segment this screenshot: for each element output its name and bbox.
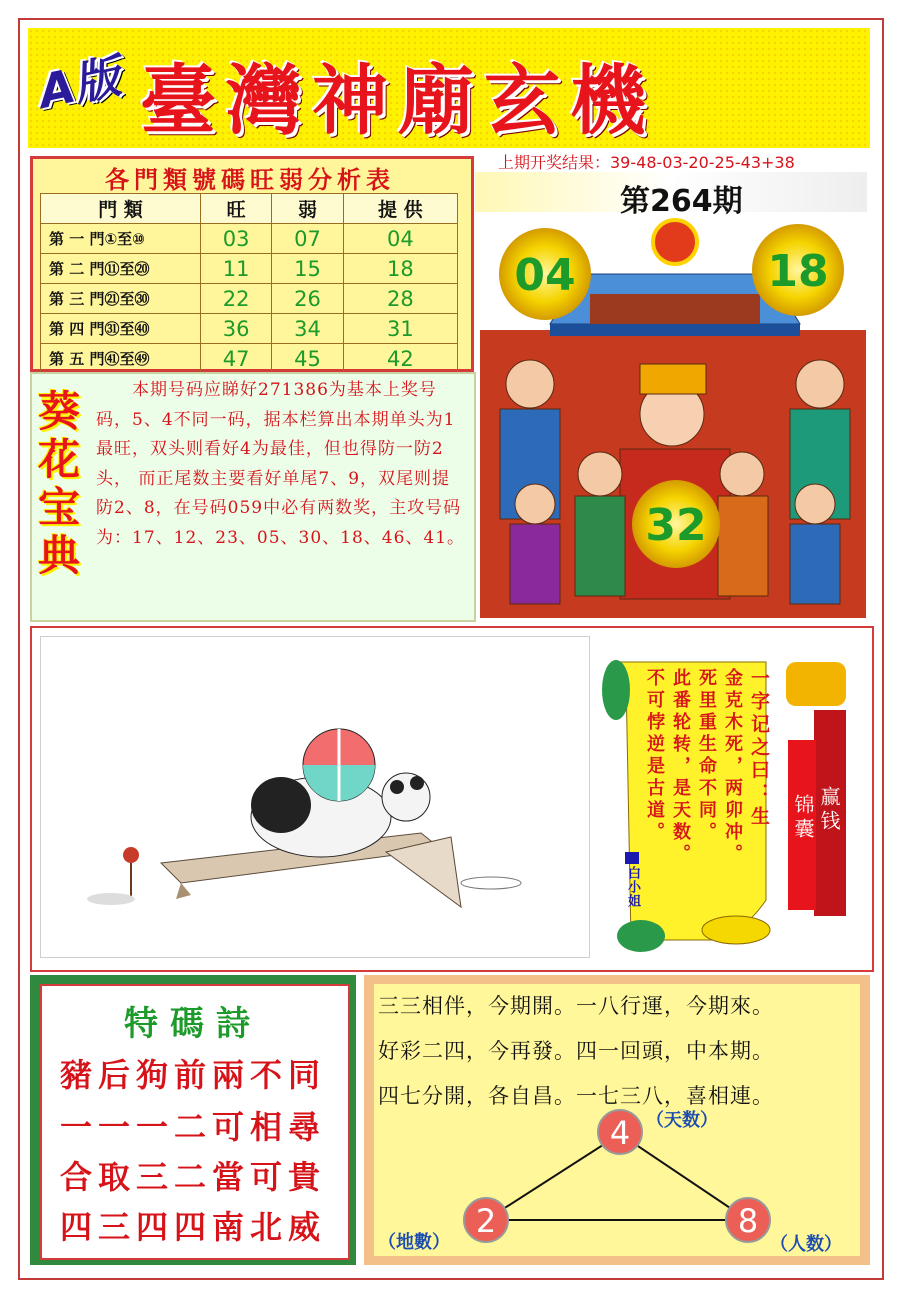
analysis-table — [40, 193, 458, 374]
triangle-left-label: （地數） — [378, 1232, 450, 1253]
last-result: 上期开奖结果：39-48-03-20-25-43+38 — [498, 153, 795, 172]
strong-cell: 22 — [201, 284, 272, 314]
poem-line: 合取三二當可貴 — [59, 1158, 326, 1196]
weak-cell: 34 — [272, 314, 343, 344]
scroll-column: 死里重生命不同。 — [696, 668, 717, 844]
ribbon-label-a: 锦囊 — [791, 794, 815, 842]
issue-number: 第264期 — [620, 184, 743, 219]
hand-icon — [786, 662, 846, 706]
offer-cell: 04 — [343, 224, 457, 254]
scroll-signature: 白小姐 — [625, 866, 640, 908]
weak-cell: 15 — [272, 254, 343, 284]
row-label: 第 四 門㉛至㊵ — [41, 314, 201, 344]
verse-line: 三三相伴，今期開。一八行運，今期來。 — [378, 994, 774, 1018]
offer-cell: 18 — [343, 254, 457, 284]
scroll-column: 此番轮转，是天数。 — [670, 668, 691, 866]
poem-title: 特碼詩 — [124, 1004, 262, 1044]
page-title: 臺灣神廟玄機 — [140, 56, 656, 145]
number-ball-center — [632, 480, 720, 568]
sunflower-text: 本期号码应睇好271386为基本上奖号码，5、4不同一码，据本栏算出本期单头为1最旺，双头则看好4为最佳，但也得防一防2头， 而正尾数主要看好单尾7、9，双尾则提防2、8，在号码059中必有两数奖，主攻号码为：17、12、23、05、30、18、46、41。 — [96, 380, 466, 548]
row-label: 第 三 門㉑至㉚ — [41, 284, 201, 314]
ball-center-number: 32 — [645, 500, 707, 551]
strong-cell: 11 — [201, 254, 272, 284]
strong-cell: 36 — [201, 314, 272, 344]
poem-line: 一一一二可相尋 — [59, 1108, 326, 1146]
panda-illustration — [40, 636, 590, 958]
table-row — [41, 254, 458, 284]
offer-cell: 31 — [343, 314, 457, 344]
triangle-top-number: 4 — [609, 1114, 631, 1152]
weak-cell: 26 — [272, 284, 343, 314]
col-header: 弱 — [272, 194, 343, 224]
poem-line: 豬后狗前兩不同 — [59, 1056, 326, 1094]
edition-badge: A版 — [33, 49, 125, 119]
verse-line: 四七分開，各自昌。一七三八，喜相連。 — [378, 1084, 774, 1108]
ribbon-label-b: 赢钱 — [817, 786, 841, 834]
col-header: 門 類 — [41, 194, 201, 224]
scroll-column: 金克木死，两卯冲。 — [722, 668, 743, 866]
col-header: 旺 — [201, 194, 272, 224]
scroll-heading: 一字记之曰：生 — [748, 668, 770, 829]
triangle-top-label: （天数） — [646, 1110, 718, 1131]
verse-line: 好彩二四，今再發。四一回頭，中本期。 — [378, 1039, 774, 1063]
scroll-column: 不可悖逆是古道。 — [644, 668, 665, 844]
strong-cell: 47 — [201, 344, 272, 374]
table-row — [41, 224, 458, 254]
row-label: 第 一 門①至⑩ — [41, 224, 201, 254]
triangle-right-number: 8 — [737, 1202, 759, 1240]
number-ball-right — [752, 224, 844, 316]
analysis-title: 各門類號碼旺弱分析表 — [105, 166, 395, 194]
triangle-left-number: 2 — [475, 1202, 497, 1240]
ball-left-number: 04 — [514, 250, 576, 301]
ball-right-number: 18 — [767, 246, 829, 297]
temple-deities-illustration — [480, 214, 866, 618]
table-row — [41, 314, 458, 344]
weak-cell: 45 — [272, 344, 343, 374]
col-header: 提 供 — [343, 194, 457, 224]
table-header-row — [41, 194, 458, 224]
poem-line: 四三四四南北威 — [59, 1208, 326, 1246]
strong-cell: 03 — [201, 224, 272, 254]
weak-cell: 07 — [272, 224, 343, 254]
offer-cell: 28 — [343, 284, 457, 314]
number-ball-left — [499, 228, 591, 320]
table-row — [41, 284, 458, 314]
triangle-right-label: （人数） — [770, 1234, 842, 1255]
row-label: 第 五 門㊶至㊾ — [41, 344, 201, 374]
signature-mark — [625, 852, 639, 864]
sunflower-title: 葵花宝典 — [38, 387, 81, 580]
table-row — [41, 344, 458, 374]
offer-cell: 42 — [343, 344, 457, 374]
row-label: 第 二 門⑪至⑳ — [41, 254, 201, 284]
